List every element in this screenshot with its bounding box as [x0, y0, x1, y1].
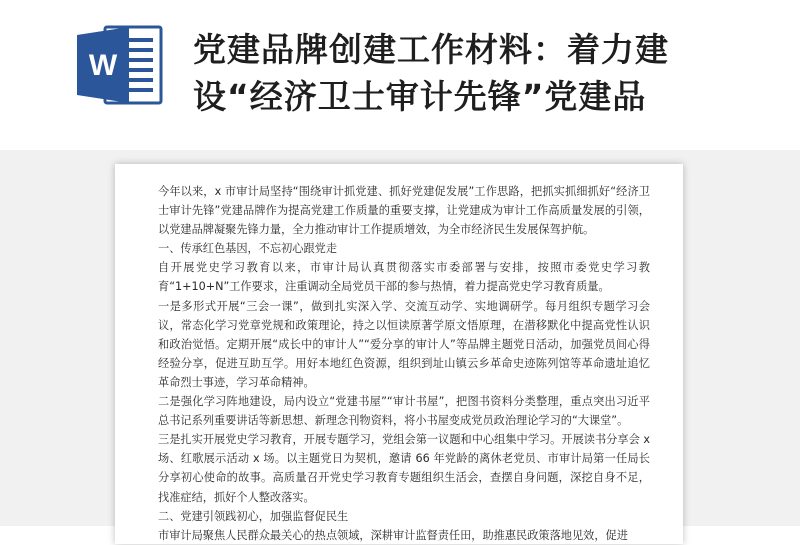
word-icon-letter: W: [88, 49, 118, 82]
body-paragraph: 市审计局聚焦人民群众最关心的热点领域，深耕审计监督责任田，助推惠民政策落地见效，促进: [158, 528, 628, 542]
document-page: [115, 164, 683, 544]
section-heading: 一、传承红色基因，不忘初心跟党走: [158, 242, 338, 256]
header: [0, 0, 800, 150]
body-paragraph: 一是多形式开展“三会一课”，做到扎实深入学、交流互动学、实地调研学。每月组织专题学习会议，常态化学习党章党规和政策理论，持之以恒读原著学原文悟原理，在潜移默化中提高党性认识和政治觉悟。定期开展“成长中的审计人”“爱分享的审计人”等品牌主题党日活动，加强党员间心得经验分享，促进互助互学。用好本地红色资源，组织到址山镇云乡革命史迹陈列馆等革命遗址追忆革命烈士事迹，学习革命精神。: [158, 299, 650, 389]
body-paragraph: 今年以来，x 市审计局坚持“围绕审计抓党建、抓好党建促发展”工作思路，把抓实抓细抓好“经济卫士审计先锋”党建品牌作为提高党建工作质量的重要支撑，让党建成为审计工作高质量发展的引领，以党建品牌凝聚先锋力量，全力推动审计工作提质增效，为全市经济民生发展保驾护航。: [158, 185, 650, 237]
document-title: 党建品牌创建工作材料：着力建设“经济卫士审计先锋”党建品: [193, 30, 669, 116]
body-paragraph: 自开展党史学习教育以来，市审计局认真贯彻落实市委部署与安排，按照市委党史学习教育“1+10+N”工作要求，注重调动全局党员干部的参与热情，着力提高党史学习教育质量。: [158, 261, 650, 294]
word-document-icon: [75, 24, 165, 106]
section-heading: 二、党建引领践初心，加强监督促民生: [158, 509, 349, 523]
document-body: [158, 182, 650, 545]
body-paragraph: 三是扎实开展党史学习教育，开展专题学习，党组会第一议题和中心组集中学习。开展读书分享会 x 场、红歌展示活动 x 场。以主题党日为契机，邀请 66 年党龄的离休老党员、市审计局第一任局长分享初心使命的故事。高质量召开党史学习教育专题组织生活会，查摆自身问题，深挖自身不足，找准症结，抓好个人整改落实。: [158, 433, 650, 504]
body-paragraph: 二是强化学习阵地建设，局内设立“党建书屋”“审计书屋”，把图书资料分类整理，重点突出习近平总书记系列重要讲话等新思想、新理念刊物资料，将小书屋变成党员政治理论学习的“大课堂”。: [158, 395, 650, 428]
